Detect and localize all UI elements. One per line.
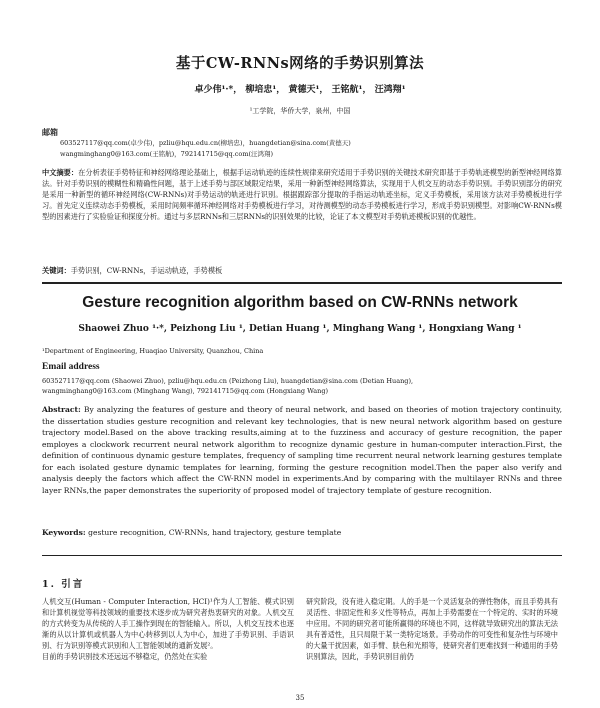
- en-abstract-text: By analyzing the features of gesture and theory of neural network, and based on theories of motion trajectory continuity, the dissertation studies gesture recognition and relevant key technologies, that is new neural network algorithm based on gesture trajectory model.Based on the above tracking results,aiming at to the fuzziness and accuracy of gesture recognition, the paper employes a clockwork recurrent neural network algorithm to recognize dynamic gesture in human-computer interaction.First, the definition of continuous dynamic gesture templates, frequency of sampling time recurrent neural network learning gestures template for each isolated gesture dynamic templates for learning, forming the gesture recognition model.Then the paper also verify and analysis deeply the factors which affect the CW-RNN model in experiments.And by comparing with the multilayer RNNs and three layer RNNs,the paper demonstrates the superiority of proposed model of trajectory template of gesture recognition.: [42, 405, 562, 495]
- page-number: 35: [295, 694, 305, 702]
- en-email-block: [42, 376, 562, 396]
- en-keywords-label: Keywords:: [42, 528, 86, 537]
- en-email-line: wangminghang0@163.com (Minghang Wang), 792141715@qq.com (Hongxiang Wang): [42, 387, 329, 395]
- section-heading: 1. 引言: [42, 579, 85, 590]
- en-keywords-text: gesture recognition, CW-RNNs, hand trajectory, gesture template: [88, 528, 342, 537]
- body-column-right: 研究阶段，没有进入稳定期。人的手是一个灵活复杂的弹性物体，而且手势具有灵活性、非固定性和多义性等特点，再加上手势需要在一个特定的、实时的环境中应用。不同的研究者可能所赢得的环境也不同，这样就导致研究出的算法无法具有普适性，且只局限于某一类特定场景。手势动作的可变性和复杂性与环境中的大量干扰因素，如手臂、肤色和光照等，使研究者们更难找到一种通用的手势识别算法，因此，手势识别目前仍: [306, 597, 558, 661]
- en-paper-title: Gesture recognition algorithm based on CW-RNNs network: [82, 294, 518, 311]
- en-abstract-label: Abstract:: [42, 405, 81, 414]
- cn-keywords-label: 关键词：: [42, 266, 71, 275]
- cn-keywords-text: 手势识别，CW-RNNs，手运动轨迹，手势模板: [70, 266, 223, 275]
- en-authors: Shaowei Zhuo ¹·*, Peizhong Liu ¹, Detian Huang ¹, Minghang Wang ¹, Hongxiang Wang ¹: [78, 324, 522, 334]
- section-divider: [42, 282, 562, 284]
- en-email-label: Email address: [42, 362, 100, 372]
- cn-email-line: 603527117@qq.com(卓少伟)，pzliu@hqu.edu.cn(柳培忠)，huangdetian@sina.com(黄德天): [60, 139, 351, 147]
- body-column-left: 人机交互(Human - Computer Interaction, HCI)¹作为人工智能、模式识别和计算机视觉等科技领域的重要技术逐步成为研究者热衷研究的对象。人机交互的方式转变为从传统的人手工操作到现在的智能输入。所以，人机交互技术也逐渐的从以计算机或机器人为中心转移到以人为中心，加进了手势识别、手语识别、行为识别等模式识别和人工智能领域的通新发展²。 目前的手势识别技术还远远不够稳定，仍然处在实验: [42, 597, 294, 661]
- cn-authors: 卓少伟¹·*， 柳培忠¹， 黄德天¹， 王铭航¹， 汪鸿翔¹: [194, 85, 406, 95]
- cn-email-line: wangminghang0@163.com(王铭航)，792141715@qq.com(汪鸿翔): [60, 150, 274, 158]
- cn-keywords: [42, 266, 562, 276]
- en-email-line: 603527117@qq.com (Shaowei Zhuo), pzliu@hqu.edu.cn (Peizhong Liu), huangdetian@sina.com (Detian Huang),: [42, 377, 414, 385]
- cn-email-label: 邮箱: [42, 127, 58, 137]
- en-affiliation: ¹Department of Engineering, Huaqiao University, Quanzhou, China: [42, 347, 264, 355]
- cn-paper-title: 基于CW-RNNs网络的手势识别算法: [175, 55, 425, 72]
- cn-abstract-label: 中文摘要：: [42, 168, 79, 177]
- en-keywords: [42, 528, 562, 537]
- cn-affiliation: ¹工学院，华侨大学，泉州，中国: [249, 107, 351, 115]
- cn-email-block: [60, 138, 570, 160]
- section-divider: [42, 555, 562, 556]
- cn-abstract-text: 在分析表征手势特征和神经网络理论基础上，根据手运动轨迹的连续性规律来研究适用于手势识别的关键技术研究即基于手势轨迹模型的新型神经网络算法。针对手势识别的模糊性和精确性问题，基于上述手势与部区域限定结果，采用一种新型神经网络算法，实现用于人机交互的动态手势识别。手势识别部分的研究是采用一种新型的循环神经网络(CW-RNNs)对手势运动的轨迹进行识别。根据跟踪部分提取的手指运动轨迹坐标，定义手势模板，采用该方法对手势模板进行学习。首先定义连续动态手势模板，采用时间频率循环神经网络对手势模板进行学习，对待测模型的动态手势模板进行学习，形成手势识别模型。对影响CW-RNNs模型的因素进行了实验验证和探度分析。通过与多层RNNs和三层RNNs的识别效果的比较，论证了本文模型对手势轨迹模板识别的优越性。: [42, 168, 562, 221]
- cn-abstract: [42, 167, 562, 222]
- en-abstract: [42, 404, 562, 496]
